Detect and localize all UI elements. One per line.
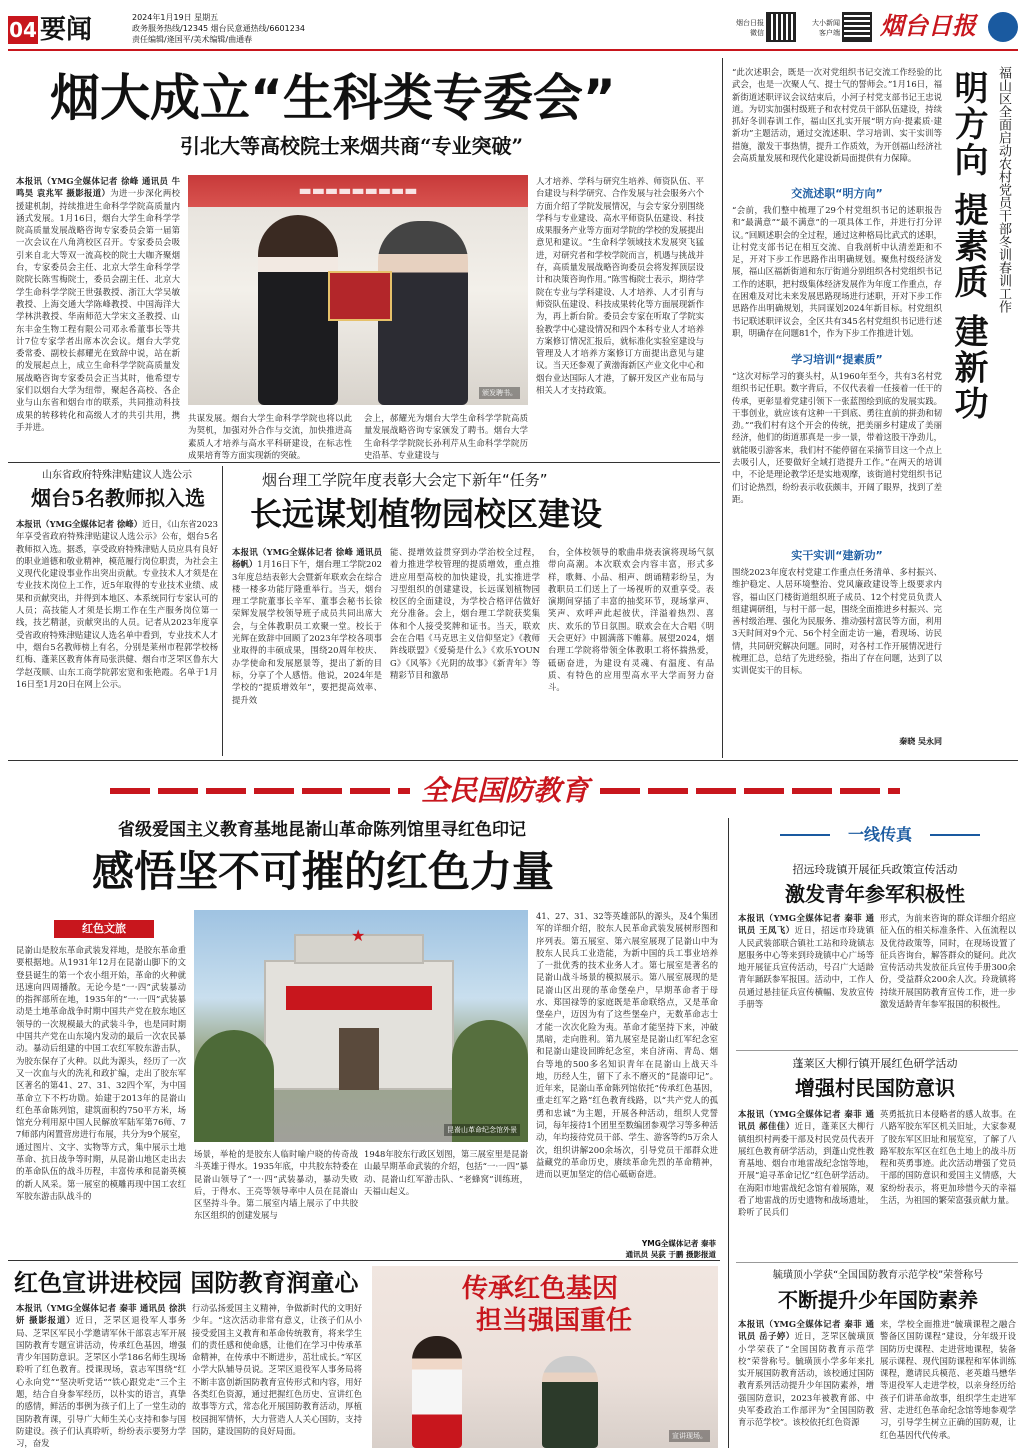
a3-column-2: 能、提增效益贯穿到办学治校全过程，着力推进学校管理的提质增效，重点推进应用型高校的加快建设，扎实推进学习型组织的创建建设，长远谋划植物园校区的全面建设，为学校合格评估做好充分准备。会上，烟台理工学院获奖集体和个人接受奖牌和证书。当天，联欢会在合唱《马克思主义信仰坚定》《教师阵线联盟》《爱骑是什么》《欢乐YOUNG》《风筝》《光阴的故事》《新青年》等精彩节目和激昂: [390, 547, 540, 680]
a2-body-text: 近日，《山东省2023年享受省政府特殊津贴建议人选公示》公布，烟台5名教师拟入选。据悉，享受政府特殊津贴人员应具有良好的职业道德和敬业精神，模范履行岗位职责，为社会主义现代化建设事业作出突出贡献。专业技术人才须是在专业技术岗位上工作，近5年取得的专业技术业绩、成果和贡献突出，并得到本地区、本系统同行专家认可的人员；高技能人才须是长期工作在生产服务岗位第一线，技艺精湛，贡献突出的人员。记者从2023年度享受省政府特殊津贴建议人选名单中看到，专业技术人才中，烟台5名教师榜上有名，分别是莱州市程郭学校杨红梅、蓬莱区教育体育局张洪健、烟台市芝罘区鲁东大学赵茂顺、山东工商学院郭宏宽和张艳霞。名单于1月16日至1月20日在网上公示。: [16, 519, 218, 689]
rblock-s2-col1: [738, 1108, 874, 1254]
banner-left-stripes: [110, 788, 410, 794]
a3-byline: 本报讯（YMG全媒体记者 徐峰 通讯员 杨帆）: [232, 547, 382, 570]
a1-column-1: [16, 175, 180, 458]
a1-col1-text: 为进一步深化两校援建机制，持续推进生命科学学院高质量内涵式发展。1月16日，烟台大学生命科学学院高质量发展战略咨询专家委员会第一届第一次会议在八角湾校区召开。专家委员会吸引来自北大等双一流高校的院士大咖齐聚烟台，专家委员会主任、北京大学生命科学学院院长陈雪梅院士，委员会副主任、北京大学生命科学学院王世强教授、浙江大学吴敏教授、上海交通大学陈峰教授、中国海洋大学林洪教授、华南师范大学宋文圣教授、山东丰金生物工程有限公司邓永希董事长等共计7位专家学者出席本次会议。烟台大学党委常委、副校长郝耀光在致辞中说，站在新的发展起点上，成立生命科学学院高质量发展战略咨询专家委员会正当其时，他希望专家们以烟台大学为纽带，聚起各高校、各企业与山东省和烟台市的联系，共同推动科技成果的转移转化和高级人才的共引共用，携手并进。: [16, 188, 180, 432]
a4-photo-caption: 昆嵛山革命纪念馆外景: [444, 1124, 520, 1136]
rblock-s3-byline: 本报讯（YMG全媒体记者 秦菲 通讯员 岳子婷）: [738, 1319, 874, 1342]
sidebar-para-1: “会前，我们整中梳理了29个村党组织书记的述职报告和“最满意”“最不满意”的一项具体工作，并进行打分评议。”回顾述职会的全过程，通过这种格局比武式的述职，让村党支部书记在相互交流、自我剖析中认清差距和不足，开对下步工作思路作出明确规划。聚焦村级经济发展，福山区福新街道和东厅街道分别组织各村党组织书记工作的述职，把村级集体经济发展作为年度工作重点，存在困难及对比未来发展思路现场进行述职，开对下步工作思路作出明确规划，共同谋划2024年新目标。村党组织书记联述职评议会，全区共有345名村党组织书记进行述职，明确存在问题81个，作为下步工作推进计划。: [732, 205, 942, 338]
rblock-s1-col2: 形式，为前来咨询的群众详细介绍应征入伍的相关标准条件、入伍流程以及优待政策等，同时，在现场设置了征兵咨询台，解答群众的疑问。此次宣传活动共发放征兵宣传手册300余份，受益群众200余人次。玲珑镇将持续开展国防教育宣传工作，进一步激发适龄青年参军报国的积极性。: [880, 913, 1016, 1010]
sidebar-heading-1: 交流述职“明方向”: [791, 187, 883, 200]
a4-photo-trees-left: [194, 1030, 274, 1142]
a4-column-3: 1948年胶东行政区划图，第三展室里是昆嵛山最早期革命武装的介绍，包括“一·一四”暴动、昆嵛山红军游击队、“老蜂窝”训练班，天福山起义。: [364, 1149, 528, 1196]
a5-column-2: 行动弘扬爱国主义精神，争做新时代的文明好少年。“这次活动非常有意义，让孩子们从小接受爱国主义教育和革命传统教育，将来学生们的责任感和使命感，让他们在学习中传承革命精神，在传承中不断进步，茁壮成长。”军区小学大队辅导员说。芝罘区退役军人事务局将不断丰富创新国防教育宣传形式和内容，用好各类红色资源，通过把握红色历史、宣讲红色故事等方式，常态化开展国防教育活动，厚植校园拥军情怀，大力营造人人关心国防，支持国防，建设国防的良好局面。: [192, 1303, 362, 1436]
a5-column-1: [16, 1302, 186, 1448]
rblock-s1-kicker: 招远玲珑镇开展征兵政策宣传活动: [792, 863, 958, 876]
a5-photo: [372, 1266, 718, 1448]
qr-label-wechat: 烟台日报 微信: [736, 19, 764, 37]
rblock-divider: [728, 818, 729, 1448]
rblock-s2-col2: 英勇抵抗日本侵略者的感人故事。在八路军胶东军区机关旧址，大家参观了胶东军区旧址和展览室，了解了八路军胶东军区在红色土地上的战斗历程和英勇事迹。此次活动增强了党员干部的国防意识和爱国主义情感，大家纷纷表示，将更加珍惜今天的幸福生活，为祖国的繁荣富强贡献力量。: [880, 1109, 1016, 1206]
a5-photo-caption: 宣讲现场。: [669, 1430, 710, 1442]
rblock-s3-col1-text: 近日，芝罘区毓璜顶小学荣获了“全国国防教育示范学校”荣誉称号。毓璜顶小学多年来扎实开展国防教育活动，该校通过国防教育系列活动提升少年国防素养，增强国防意识，2023年被教育部、中央军委政治工作部评为“全国国防教育示范学校”。该校依托红色资源: [738, 1331, 874, 1428]
a3-title: 长远谋划植物园校区建设: [250, 495, 603, 533]
a5-col1-text: 近日，芝罘区退役军人事务局、芝罘区军民小学邀请军休干部袁志军开展国防教育专题宣讲活动，传承红色基因，增强青少年国防意识。芝罘区小学186名师生现场聆听了红色教育。授课现场，袁志军围绕“红心永向党”“坚决听党话”“铁心跟党走”三个主题，结合自身参军经历，以朴实的语言，真挚的感情，鲜活的事例为孩子们上了一堂生动的国防教育课，引导广大师生关心支持和参与国防建设。孩子们认真聆听，纷纷表示要努力学习，奋发: [16, 1315, 186, 1448]
a2-byline: 本报讯（YMG全媒体记者 徐峰）: [16, 519, 143, 529]
rblock-s1-col1: [738, 912, 874, 1044]
a1-column-2: 共谋发展。烟台大学生命科学学院也将以此为契机，加强对外合作与交流，加快推进高素质人才培养与高水平科研建设，在标志性成果培育等方面实现新的突破。: [188, 413, 352, 460]
sidebar-heading-3: 实干实训“建新功”: [791, 549, 883, 562]
a4-column-2: 41、27、31、32等英雄部队的源头，及4个集团军的详细介绍，胶东人民革命武装发展树形图和序列表。第五展室、第六展室展现了昆嵛山中为胶东人民兵工业造能，为新中国的兵工事业培养了一批优秀的技术业务人才。第七展室是著名的昆嵛山战斗场景的模拟展示。第八展室展现的是昆嵛山区出现的革命堡垒户，早期革命者于母水、郑国禄等的家庭既是革命联络点，又是革命堡垒户，迈因为有了这些堡垒户，无数革命志士才能一次次化险为夷。革命才能坚持下来，冲破黑暗，走向胜利。第九展室是昆嵛山红军纪念室和昆嵛山建设回眸纪念室，来自济南、青岛、烟台等地的500多名知识青年在昆嵛山上战天斗地，历经人生，留下了永不磨灭的“昆嵛印记”。近年来，昆嵛山革命陈列馆依托“传承红色基因，重走红军之路”红色教育线路，以“共产党人的孤勇和忠诚”为主题，开展各种活动，组织人党誓词，每年接待1个团里至数编团参观学习等多种活动，年均接待党员干部、学生、游客等约5万余人次，组织讲解200余场次，引导党员干部群众进益藏党的革命历史，赓续革命先烈的革命精神，进而以更加坚定的信心砥砺奋进。: [536, 911, 718, 1180]
a5-photo-speaker: [542, 1356, 598, 1448]
a1-bottom-rule: [8, 462, 720, 463]
banner-right-stripes: [600, 788, 900, 794]
hotline: 政务服务热线/12345 烟台民意通热线/6601234: [132, 24, 306, 33]
masthead: [0, 0, 1024, 50]
a2-body: [16, 518, 218, 750]
a4-kicker: 省级爱国主义教育基地昆嵛山革命陈列馆里寻红色印记: [118, 820, 526, 840]
a2-title: 烟台5名教师拟入选: [31, 486, 205, 510]
rblock-s1-col1-text: 近日，招远市玲珑镇人民武装部联合镇社工站和玲珑镇志愿服务中心等来到玲珑镇中心广场等地开展征兵宣传活动，号召广大适龄青年踊跃参军报国。活动中，工作人员通过悬挂征兵宣传横幅、发放宣传手册等: [738, 925, 874, 1010]
a3-column-3: 台，全体校领导的歌曲串烧表演将现场气氛带向高潮。本次联欢会内容丰富，形式多样，歌舞、小品、相声、朗诵精彩纷呈，为教职员工们送上了一场视听的双重享受。表演期间穿插了丰富的抽奖环节，现场掌声、笑声、欢呼声此起彼伏，洋溢着热烈、喜庆、欢乐的节日氛围。联欢会在大合唱《明天会更好》中圆满落下帷幕。展望2024，烟台理工学院将带领全体教职工将怀揣热爱，砥砺奋进，为建设有灵魂、有温度、有品质、有特色的应用型高水平大学而努力奋斗。: [548, 547, 714, 693]
sidebar-vertical-kicker: 福山区全面启动农村党员干部冬训春训工作: [996, 66, 1011, 313]
a1-photo-caption: 颁发聘书。: [479, 387, 520, 399]
qr-code-wechat[interactable]: [766, 12, 796, 42]
banner-bar: [110, 768, 900, 814]
sidebar-para-2: “这次对标学习的赛头村，从1960年至今，共有3名村党组织书记任职。数字背后，不仅代表着一任接着一任干的传承，更彰显着党建引领下一张蓝图绘到底的发展实践。干事创业，就应该有这种一干到底、勇往直前的拼劲和韧劲。”“我们村有这个开会的传统，把美丽乡村建成了美丽经济，他们的街道那真是一步一景，带着这股干净劲儿，就能吸引游客来，我们村不能停留在采摘节目这一个点上去吸引人，还要做好全域打造提升工作。”在两天的培训中，不论是理论教学还是实地观摩，该街道村党组织书记们讨论热烈，纷纷表示收获颇丰，开阔了眼界，找到了差距。: [732, 371, 942, 504]
a3-kicker: 烟台理工学院年度表彰大会定下新年“任务”: [262, 471, 548, 489]
a1-photo-person-left: [258, 215, 338, 405]
a2-kicker: 山东省政府特殊津贴建议人选公示: [42, 470, 192, 481]
sidebar-divider: [722, 58, 723, 758]
a4-tag: 红色文旅: [54, 920, 154, 938]
newspaper-logo: 烟台日报: [880, 11, 976, 40]
a1-title: 烟大成立“生科类专委会”: [50, 69, 616, 127]
a5-photo-banner-line-2: 担当强国重任: [476, 1306, 633, 1336]
a1-column-3: 会上，郝耀光为烟台大学生命科学学院高质量发展战略咨询专家颁发了聘书。烟台大学生命科学学院院长孙利芹从生命科学学院历史沿革、专业建设与: [364, 413, 528, 460]
a5-photo-banner-line-1: 传承红色基因: [462, 1274, 619, 1304]
a4-column-3b: 场景，举枪的是胶东人临时喻户晓的传奇战斗英雄于得水。1935年底，中共胶东特委在昆嵛山领导了“一·四”武装暴动，暴动失败后，于得水、王亮等领导率中人员在昆嵛山区坚持斗争。第二展室内墙上展示了中共胶东区组织的创建发展与: [194, 1149, 358, 1221]
a1-photo-certificate: [328, 271, 392, 321]
section-title: 要闻: [40, 15, 93, 45]
banner-rule-top: [8, 760, 1018, 761]
sidebar-para-3: 围绕2023年度农村党建工作重点任务清单、多村振兴、维护稳定、人居环境整治、党风廉政建设等上级要求内容，福山区门楼街道组织班子成员、12个村党员负责人组建调研组，与村干部一起，围绕全面推进乡村振兴、完善村级治理、强化为民服务、推动强村富民等方面，利用3天时间对9个元、56个村全面走访一遍，看现场、访民情，共同研究解决问题。同时，对各村工作开展情况进行梳理汇总，总结了先进经验，指出了存在问题，达到了以实训促实干的目标。: [732, 567, 942, 676]
a1-photo: [188, 175, 528, 405]
a4-title: 感悟坚不可摧的红色力量: [92, 847, 555, 896]
a1-photo-stage-banner: ▬▬▬▬▬▬▬▬▬: [298, 183, 418, 199]
rblock-s3-title: 不断提升少年国防素养: [778, 1288, 978, 1312]
a3-column-1: [232, 546, 382, 756]
a5-byline: 本报讯（YMG全媒体记者 秦菲 通讯员 徐洪妍 摄影报道）: [16, 1303, 186, 1326]
rblock-s3-col2: 来，学校全面推进“毓璜课程之融合警备区国防课程”建设，分年级开设国防历史课程、走进营地课程，装备展示课程、现代国防课程和军体训练课程，邀请民兵模范、老英雄马懋华等退役军人走进学校，以亲身经历给孩子们讲革命故事，组织学生走进军营、走进红色革命纪念馆等地参观学习，引导学生树立正确的国防观，让红色基因代代传承。: [880, 1319, 1016, 1440]
a2-divider: [222, 466, 223, 756]
a4-byline: YMG全媒体记者 秦菲 通讯员 吴荻 于鹏 摄影报道: [625, 1239, 716, 1259]
masthead-rule: [8, 49, 1018, 51]
sidebar-intro: “此次述职会，既是一次对党组织书记交流工作经验的比武会，也是一次聚人气、提士气的誓师会。”1月16日，福新街道述职评议会议结束后，小河子村党支部书记王忠说道。为切实加强村级班子和农村党员干部队伍建设，持续抓好冬训春训工作，福山区扎实开展“明方向·提素质·建新功”主题活动，通过交流述职、学习培训、实干实训等措施，激发干事热情，提升工作质效，为开创福山经济社会高质量发展和现代化建设新局面提供有力保障。: [732, 67, 942, 164]
qr-label-app: 大小新闻 客户端: [812, 19, 840, 37]
rblock-s1-title: 激发青年参军积极性: [785, 882, 965, 906]
rblock-rule-2: [736, 1262, 1018, 1263]
rblock-s3-col1: [738, 1318, 874, 1448]
a1-column-4: 人才培养、学科与研究生培养、师资队伍、平台建设与科学研究、合作发展与社会服务六个方面介绍了学院发展情况，与会专家分别围绕学科与专业建设、高水平师资队伍建设、科技成果服务产业等方面对学院的学校的发展提出意见和建议。“生命科学领域技术发展突飞猛进，对研究者和学校学院而言，机遇与挑战并存，高质量发展战略咨询委员会将发挥顶层设计和决策咨询作用。”陈雪梅院士表示，期待学院在专业与学科建设、人才培养、人才引育与师资队伍建设、科技成果转化等方面展现新作为，再上新台阶。委员会专家在听取了学院实验教学中心建设情况和四个本科专业人才培养方案修订情况汇报后，就标准化实验室建设与管理及人才培养方案修订方面提出意见与建议。当天还参观了黄渤海新区产业文化中心和烟台业达国际人才港，了解开发区产业布局与相关人才支持政策。: [536, 176, 704, 396]
a5-photo-student: [412, 1336, 462, 1448]
rblock-header: [780, 822, 980, 848]
a4-photo-sign: [286, 986, 432, 1010]
a4-photo: [194, 910, 528, 1142]
issue-date: 2024年1月19日 星期五: [132, 13, 219, 22]
rblock-s2-title: 增强村民国防意识: [795, 1076, 955, 1100]
a4-photo-star-icon: ★: [351, 928, 366, 944]
qr-code-app[interactable]: [842, 12, 872, 42]
a4-column-1: 昆嵛山是胶东革命武装发祥地，是胶东革命重要根据地。从1931年12月在昆嵛山脚下的文登县诞生的第一个农小组开始，革命的火种就迅速向四周播散。无论今是“一·四”武装暴动的指挥部所在地，1935年的“一·一四”武装暴动是土地革命战争时期中国共产党在胶东地区领导的一次规模最大的武装斗争，也是同时期中国共产党在山东境内发动的最后一次农民暴动。暴动后组建的中国工农红军胶东游击队，为胶东保存了火种。以此为源头，经历了一次又一次血与火的洗礼和政扩编，走出了胶东军区著名的第41、27、31、32四个军，为中国革命立下不朽功勋。始建于2013年的昆嵛山红色革命陈列馆，建筑面积约750平方米，场馆充分利用原中国人民解放军陆军第76师、77师部内闲置营房进行布展，共分为9个展室，通过图片、文字、实物等方式，集中展示土地革命、抗日战争等时期，从昆嵛山地区走出去的革命队伍的战斗历程，丰富传承和昆嵛英模的新人风采。第一展室的模雕再现中国工农红军胶东游击队战斗的: [16, 945, 186, 1201]
sidebar-heading-2: 学习培训“提素质”: [791, 353, 883, 366]
rblock-s1-byline: 本报讯（YMG全媒体记者 秦菲 通讯员 王凤飞）: [738, 913, 874, 936]
banner-title: 全民国防教育: [420, 774, 589, 807]
rblock-s2-col1-text: 近日，蓬莱区大柳行镇组织村两委干部及村民党员代表开展红色教育研学活动，到蓬山党性教育基地、烟台市地雷战纪念馆等地，开展“追寻革命记忆”红色研学活动。在海阳市地雷战纪念馆有着展陈，观看了地雷战的历史遗物和战场遗址，聆听了民兵们: [738, 1121, 874, 1218]
a1-byline: 本报讯（YMG全媒体记者 徐峰 通讯员 牛鸣昊 袁兆军 摄影报道）: [16, 176, 180, 199]
sidebar-vertical-title: 明方向 提素质 建新功: [948, 70, 988, 422]
rblock-header-text: 一线传真: [830, 822, 930, 848]
sidebar-byline: 秦晓 吴永同: [899, 737, 942, 746]
a3-col1-text: 1月16日下午，烟台理工学院2023年度总结表彰大会暨新年联欢会在综合楼一楼多功能厅隆重举行。当天，烟台理工学院董事长辛军、董事会秘书长徐荣辉发展学校领导班子成员共同出席大会，与全体教职员工欢聚一堂。校长于光辉在致辞中回顾了2023年学校各项事业取得的丰硕成果，围绕20周年校庆、办学使命和发展愿景等，提出了新的目标，分享了个人感悟。他说，2024年是学校的“提质增效年”，要把提高效率、提升效: [232, 559, 382, 705]
a4-bottom-rule: [8, 1260, 720, 1261]
rblock-s2-byline: 本报讯（YMG全媒体记者 秦菲 通讯员 郝佳佳）: [738, 1109, 874, 1132]
page-number: 04: [9, 18, 37, 42]
rblock-rule-1: [736, 1050, 1018, 1051]
editors-line: 责任编辑/逄国平/美术编辑/曲通春: [132, 35, 253, 44]
logo-emblem-icon: [988, 12, 1018, 42]
a1-subtitle: 引北大等高校院士来烟共商“专业突破”: [180, 134, 524, 158]
a4-photo-door: [339, 1028, 379, 1090]
a5-title: 红色宣讲进校园 国防教育润童心: [14, 1269, 359, 1297]
rblock-s3-kicker: 毓璜顶小学获“全国国防教育示范学校”荣誉称号: [772, 1270, 984, 1281]
rblock-s2-kicker: 蓬莱区大柳行镇开展红色研学活动: [792, 1057, 958, 1070]
